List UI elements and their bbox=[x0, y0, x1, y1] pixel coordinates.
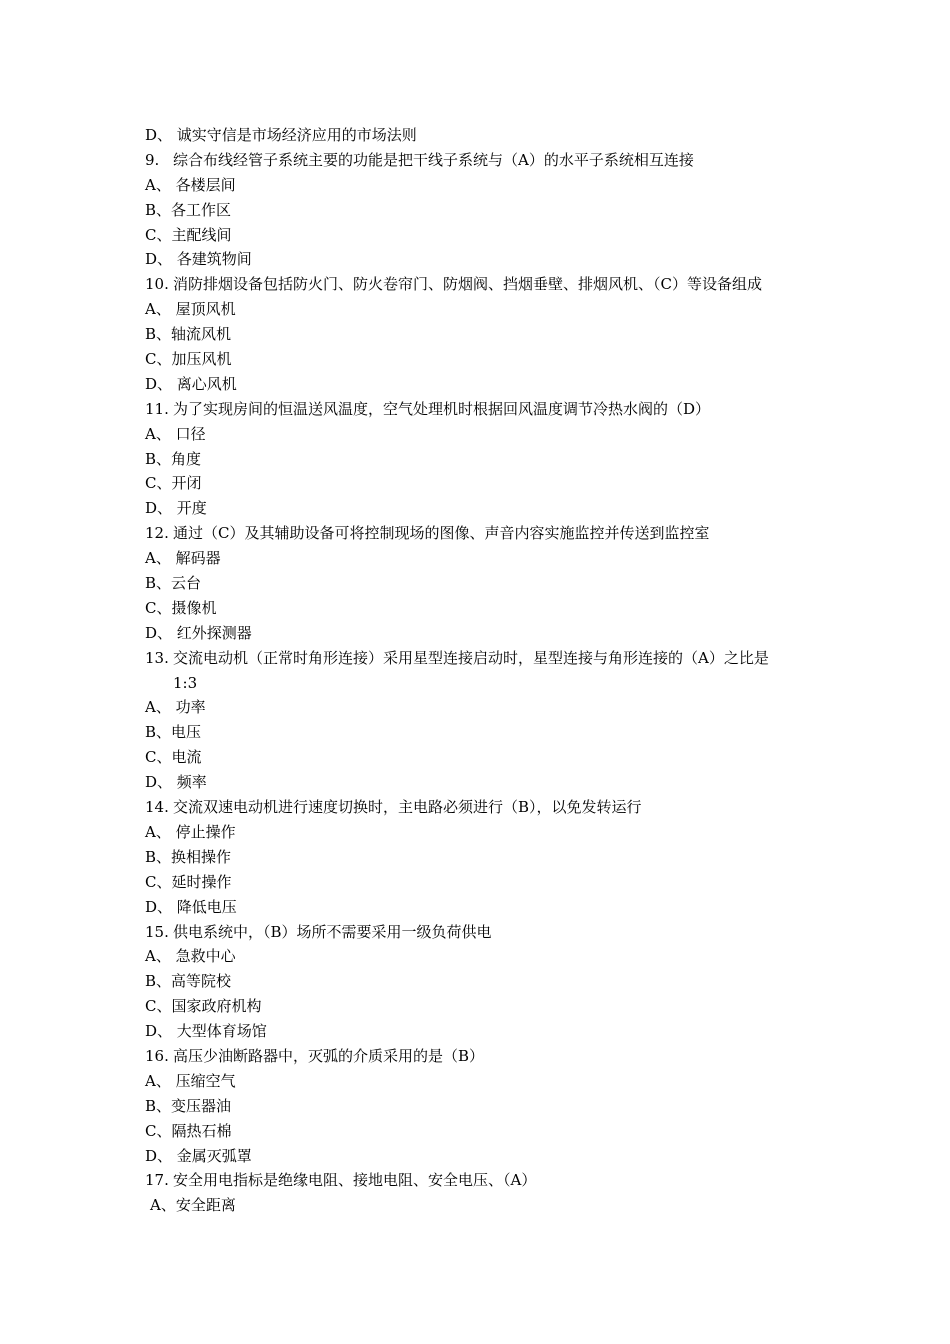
answer-option: A、 解码器 bbox=[145, 549, 221, 568]
question-text: 通过（C）及其辅助设备可将控制现场的图像、声音内容实施监控并传送到监控室 bbox=[173, 524, 710, 543]
answer-option: D、 红外探测器 bbox=[145, 623, 252, 642]
question-text: 交流电动机（正常时角形连接）采用星型连接启动时，星型连接与角形连接的（A）之比是 bbox=[173, 648, 769, 667]
answer-option: D、 大型体育场馆 bbox=[145, 1022, 267, 1041]
question-number: 13. bbox=[145, 648, 169, 667]
question-text: 消防排烟设备包括防火门、防火卷帘门、防烟阀、挡烟垂壁、排烟风机、（C）等设备组成 bbox=[173, 275, 762, 294]
answer-option: B、换相操作 bbox=[145, 847, 232, 866]
answer-option: D、 金属灭弧罩 bbox=[145, 1146, 252, 1165]
answer-option: A、 停止操作 bbox=[145, 822, 236, 841]
question-line bbox=[145, 1044, 825, 1069]
answer-option: A、 功率 bbox=[145, 698, 206, 717]
answer-option: B、高等院校 bbox=[145, 972, 232, 991]
question-line bbox=[145, 272, 825, 297]
answer-option: B、各工作区 bbox=[145, 200, 232, 219]
answer-option: C、延时操作 bbox=[145, 872, 232, 891]
answer-option: B、角度 bbox=[145, 449, 202, 468]
answer-option: C、隔热石棉 bbox=[145, 1121, 232, 1140]
answer-option: C、电流 bbox=[145, 748, 202, 767]
answer-option: A、 压缩空气 bbox=[145, 1071, 236, 1090]
question-text-continuation: 1:3 bbox=[173, 673, 198, 692]
question-number: 16. bbox=[145, 1046, 169, 1065]
question-line bbox=[145, 920, 825, 945]
question-list bbox=[145, 123, 825, 1218]
answer-option: B、轴流风机 bbox=[145, 325, 232, 344]
answer-option: A、 急救中心 bbox=[145, 947, 236, 966]
answer-option: C、开闭 bbox=[145, 474, 202, 493]
question-text: 综合布线经管子系统主要的功能是把干线子系统与（A）的水平子系统相互连接 bbox=[173, 150, 694, 169]
question-text: 安全用电指标是绝缘电阻、接地电阻、安全电压、（A） bbox=[173, 1171, 537, 1190]
answer-option: D、 诚实守信是市场经济应用的市场法则 bbox=[145, 126, 417, 144]
answer-option: D、 离心风机 bbox=[145, 374, 237, 393]
answer-option: A、 口径 bbox=[145, 424, 206, 443]
question-number: 10. bbox=[145, 275, 169, 294]
answer-option: B、电压 bbox=[145, 723, 202, 742]
question-text: 交流双速电动机进行速度切换时，主电路必须进行（B），以免发转运行 bbox=[173, 798, 642, 817]
answer-option: A、安全距离 bbox=[150, 1196, 236, 1215]
question-text: 供电系统中，（B）场所不需要采用一级负荷供电 bbox=[173, 922, 492, 941]
answer-option: A、 屋顶风机 bbox=[145, 300, 236, 319]
answer-option: D、 降低电压 bbox=[145, 897, 237, 916]
answer-option: D、 开度 bbox=[145, 499, 207, 518]
question-number: 12. bbox=[145, 524, 169, 543]
answer-option: A、 各楼层间 bbox=[145, 175, 236, 194]
question-number: 17. bbox=[145, 1171, 169, 1190]
answer-option: D、 频率 bbox=[145, 773, 207, 792]
question-line bbox=[145, 795, 825, 820]
question-number: 15. bbox=[145, 922, 169, 941]
answer-option: C、主配线间 bbox=[145, 225, 232, 244]
answer-option: C、摄像机 bbox=[145, 598, 217, 617]
answer-option: C、加压风机 bbox=[145, 350, 232, 369]
question-line bbox=[145, 397, 825, 422]
question-line bbox=[145, 521, 825, 546]
question-text: 高压少油断路器中，灭弧的介质采用的是（B） bbox=[173, 1046, 485, 1065]
question-line bbox=[145, 148, 825, 173]
question-number: 9. bbox=[145, 150, 160, 169]
question-number: 11. bbox=[145, 399, 169, 418]
question-line bbox=[145, 1168, 825, 1193]
answer-option: C、国家政府机构 bbox=[145, 997, 262, 1016]
question-number: 14. bbox=[145, 798, 169, 817]
question-line bbox=[145, 646, 825, 671]
answer-option: D、 各建筑物间 bbox=[145, 250, 252, 269]
answer-option: B、变压器油 bbox=[145, 1096, 232, 1115]
answer-option: B、云台 bbox=[145, 574, 202, 593]
question-text: 为了实现房间的恒温送风温度，空气处理机时根据回风温度调节冷热水阀的（D） bbox=[173, 399, 711, 418]
